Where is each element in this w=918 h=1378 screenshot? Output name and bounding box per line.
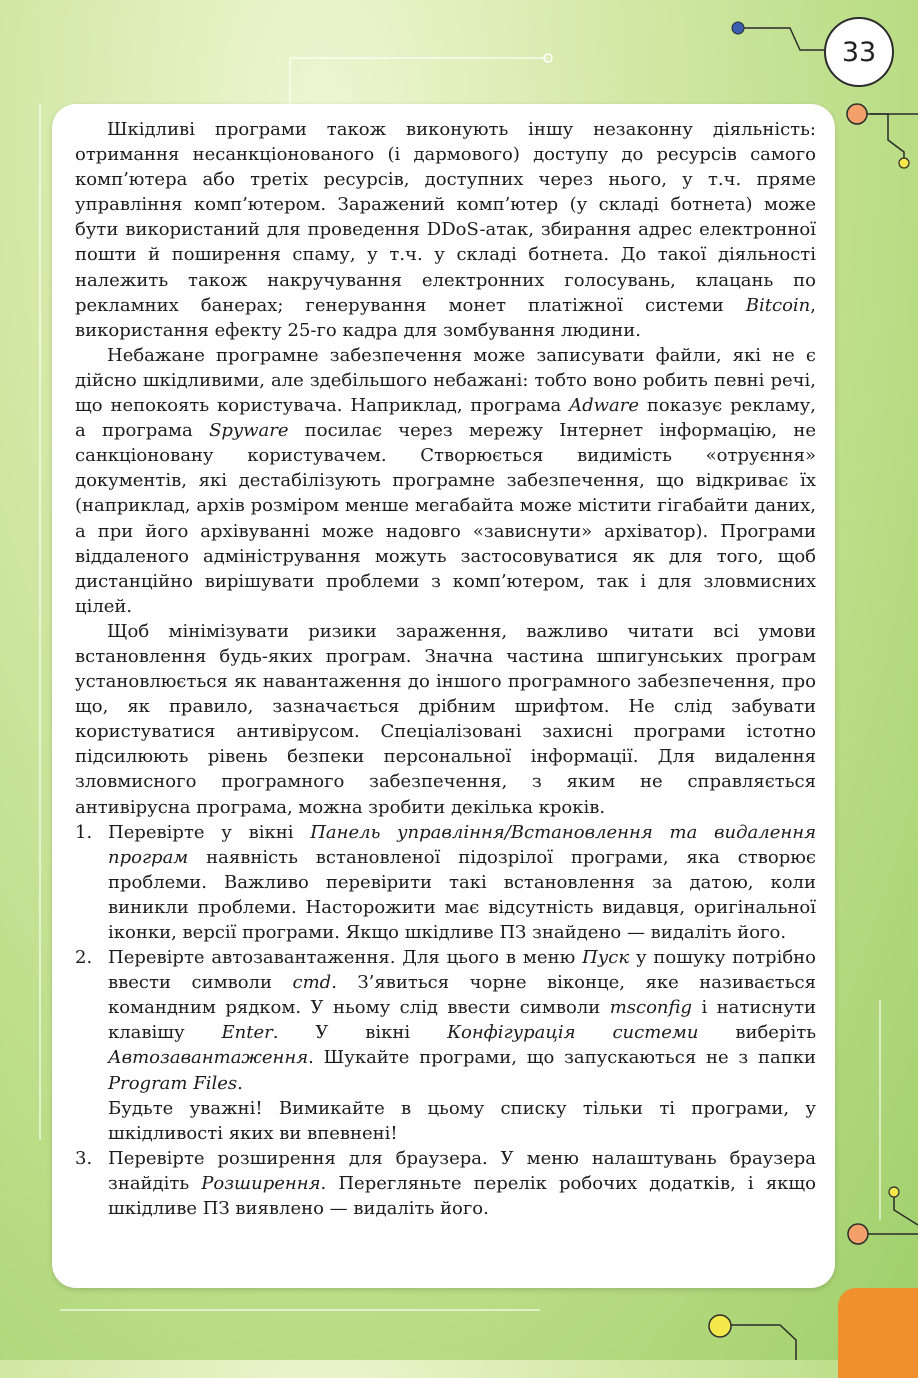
yellow-dot-icon — [899, 158, 909, 168]
steps-list — [75, 820, 816, 1222]
page-number: 33 — [824, 17, 894, 87]
list-item-step-1: 1. Перевірте у вікні Панель управління/Встановлення та видалення програм наявність встановленої підозрілої програми, яка створює проблеми. Важливо перевірити такі встановлення за датою, коли виникли проблеми. Насторожити має відсутність видавця, оригінальної іконки, версії програми. Якщо шкідливе ПЗ знайдено — видаліть його. — [75, 821, 816, 943]
warning-note: Будьте уважні! Вимикайте в цьому списку тільки ті програми, у шкідливості яких ви впевнені! — [108, 1097, 816, 1144]
paragraph-minimize-risks: Щоб мінімізувати ризики зараження, важливо читати всі умови встановлення будь-яких програм. Значна частина шпигунських програм установлюється як навантаження до іншого програмного забезпечення, про що, як правило, зазначається дрібним шрифтом. Не слід забувати користуватися антивірусом. Спеціалізовані захисні програми істотно підсилюють рівень безпеки персональної інформації. Для видалення зловмисного програмного забезпечення, з яким не справляється антивірусна програма, можна зробити декілька кроків. — [75, 620, 816, 818]
paragraph-unwanted-software: Небажане програмне забезпечення може записувати файли, які не є дійсно шкідливими, але здебільшого небажані: тобто воно робить певні речі, що непокоять користувача. Наприклад, програма Adware показує рекламу, а програма Spyware посилає через мережу Інтернет інформацію, не санкціоновану користувачем. Створюється видимість «отруєння» документів, які дестабілізують програмне забезпечення, що відкриває їх (наприклад, архів розміром менше мегабайта може містити гігабайти даних, а при його архівуванні може надовго «зависнути» архіватор). Програми віддаленого адміністрування можуть застосовуватися як для того, щоб дистанційно вирішувати проблеми з комп’ютером, так і для зловмисних цілей. — [75, 344, 816, 617]
body-text — [75, 117, 816, 1221]
yellow-dot-icon — [709, 1315, 731, 1337]
list-item-step-2: 2. Перевірте автозавантаження. Для цього в меню Пуск у пошуку потрібно ввести символи cmd. З’явиться чорне віконце, яке називається командним рядком. У ньому слід ввести символи msconfig і натиснути клавішу Enter. У вікні Конфігурація системи виберіть Автозавантаження. Шукайте програми, що запускаються не з папки Program Files. Будьте уважні! Вимикайте в цьому списку тільки ті програми, у шкідливості яких ви впевнені! — [75, 945, 816, 1146]
orange-corner-tab — [838, 1288, 918, 1378]
blue-dot-icon — [732, 22, 744, 34]
paragraph-malware-activities: Шкідливі програми також виконують іншу незаконну діяльність: отримання несанкціонованого (і дармового) доступу до ресурсів самого комп’ютера або третіх ресурсів, доступних через нього, у т.ч. пряме управління комп’ютером. Заражений комп’ютер (у складі ботнета) може бути використаний для проведення DDoS-атак, збирання адрес електронної пошти й поширення спаму, у т.ч. у складі ботнета. До такої діяльності належить також накручування електронних голосувань, клацань по рекламних банерах; генерування монет платіжної системи Bitcoin, використання ефекту 25-го кадра для зомбування людини. — [75, 119, 816, 341]
list-item-step-3: 3. Перевірте розширення для браузера. У меню налаштувань браузера знайдіть Розширення. Перегляньте перелік робочих додатків, і якщо шкідливе ПЗ виявлено — видаліть його. — [75, 1147, 816, 1220]
yellow-dot-icon — [889, 1187, 899, 1197]
orange-dot-icon — [847, 104, 867, 124]
orange-dot-icon — [848, 1224, 868, 1244]
